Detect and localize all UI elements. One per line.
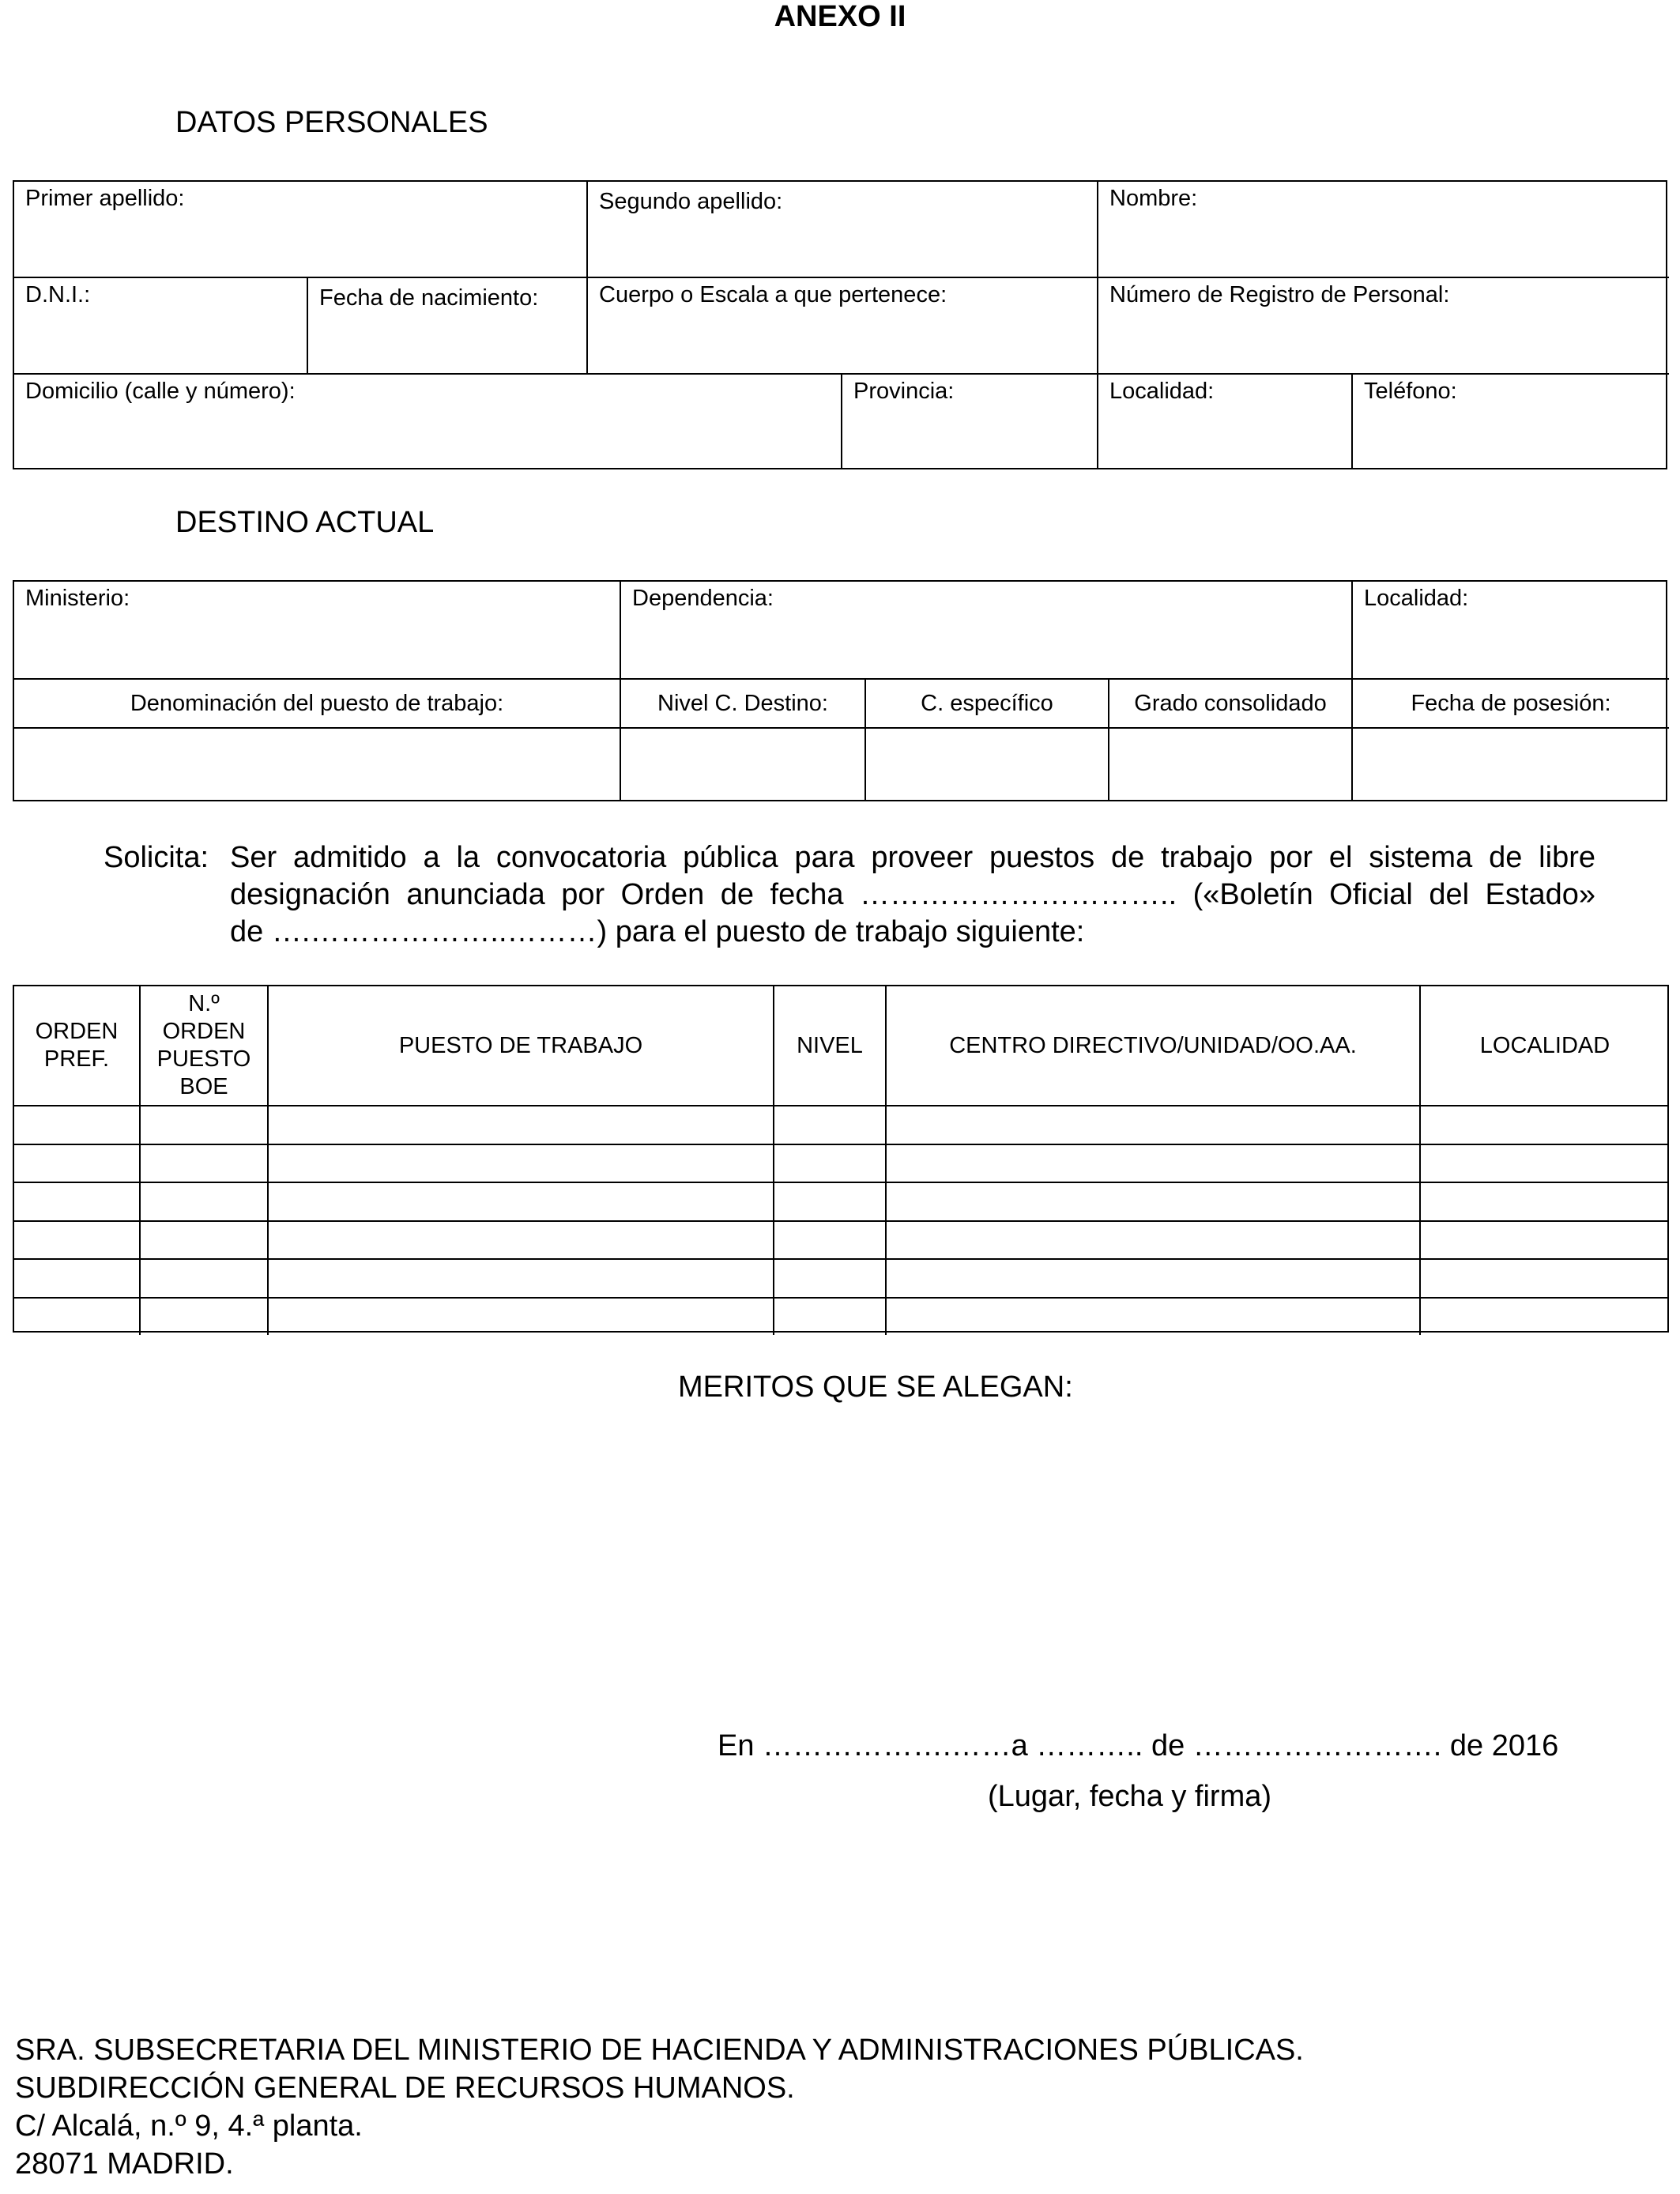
fecha-posesion-input[interactable] [1351,727,1669,801]
puesto-trabajo-header: PUESTO DE TRABAJO [267,986,773,1105]
personal-data-table [13,180,1667,469]
fecha-nacimiento-field[interactable]: Fecha de nacimiento: [307,277,586,373]
addressee-line-2: SUBDIRECCIÓN GENERAL DE RECURSOS HUMANOS. [15,2071,795,2105]
puesto-trabajo-cell[interactable] [267,1144,773,1182]
orden-boe-header: N.º ORDEN PUESTO BOE [139,986,267,1105]
primer-apellido-field[interactable]: Primer apellido: [25,186,185,211]
localidad-cell[interactable] [1419,1258,1669,1297]
domicilio-field[interactable]: Domicilio (calle y número): [14,373,841,469]
grado-header: Grado consolidado [1108,678,1351,727]
dependencia-field[interactable]: Dependencia: [620,582,1351,678]
orden-pref-cell[interactable] [14,1297,139,1336]
ministerio-field[interactable]: Ministerio: [25,586,130,611]
puesto-trabajo-cell[interactable] [267,1182,773,1220]
orden-boe-cell[interactable] [139,1105,267,1144]
grado-input[interactable] [1108,727,1351,801]
centro-directivo-cell[interactable] [885,1144,1419,1182]
puesto-trabajo-cell[interactable] [267,1105,773,1144]
orden-boe-cell[interactable] [139,1258,267,1297]
nivel-cell[interactable] [773,1297,885,1336]
puesto-trabajo-cell[interactable] [267,1297,773,1336]
nivel-cell[interactable] [773,1220,885,1259]
solicita-label: Solicita: [104,841,209,874]
nivel-cell[interactable] [773,1182,885,1220]
solicita-line-3: de ….………………..………) para el puesto de trabajo siguiente: [230,915,1085,948]
signature-line: En ……………….……a ……….. de ……………………. de 2016 [718,1729,1559,1762]
especifico-header: C. específico [864,678,1108,727]
fecha-posesion-header: Fecha de posesión: [1351,678,1669,727]
denominacion-input[interactable] [14,727,620,801]
document-title: ANEXO II [774,0,906,33]
telefono-field[interactable]: Teléfono: [1351,373,1669,469]
centro-directivo-cell[interactable] [885,1258,1419,1297]
puesto-trabajo-cell[interactable] [267,1220,773,1259]
especifico-input[interactable] [864,727,1108,801]
nivel-cell[interactable] [773,1105,885,1144]
numero-registro-field[interactable]: Número de Registro de Personal: [1097,277,1669,373]
centro-directivo-cell[interactable] [885,1297,1419,1336]
nivel-header: NIVEL [773,986,885,1105]
addressee-line-1: SRA. SUBSECRETARIA DEL MINISTERIO DE HACIENDA Y ADMINISTRACIONES PÚBLICAS. [15,2034,1304,2067]
nivel-cell[interactable] [773,1144,885,1182]
nivel-destino-input[interactable] [620,727,864,801]
orden-pref-cell[interactable] [14,1182,139,1220]
dni-field[interactable]: D.N.I.: [14,277,307,373]
localidad-field[interactable]: Localidad: [1097,373,1351,469]
centro-directivo-header: CENTRO DIRECTIVO/UNIDAD/OO.AA. [885,986,1419,1105]
nivel-cell[interactable] [773,1258,885,1297]
signature-caption: (Lugar, fecha y firma) [988,1780,1272,1813]
denominacion-header: Denominación del puesto de trabajo: [14,678,620,727]
localidad-header: LOCALIDAD [1419,986,1669,1105]
orden-pref-header: ORDEN PREF. [35,1019,119,1072]
addressee-line-3: C/ Alcalá, n.º 9, 4.ª planta. [15,2109,363,2143]
puesto-trabajo-cell[interactable] [267,1258,773,1297]
section-heading-destino: DESTINO ACTUAL [175,506,435,539]
localidad-cell[interactable] [1419,1105,1669,1144]
orden-boe-cell[interactable] [139,1144,267,1182]
destino-localidad-field[interactable]: Localidad: [1351,582,1669,678]
nivel-destino-header: Nivel C. Destino: [620,678,864,727]
orden-pref-cell[interactable] [14,1258,139,1297]
orden-pref-cell[interactable] [14,1220,139,1259]
provincia-field[interactable]: Provincia: [841,373,1097,469]
section-heading-personal: DATOS PERSONALES [175,106,488,139]
orden-boe-cell[interactable] [139,1220,267,1259]
orden-boe-cell[interactable] [139,1182,267,1220]
localidad-cell[interactable] [1419,1297,1669,1336]
centro-directivo-cell[interactable] [885,1220,1419,1259]
centro-directivo-cell[interactable] [885,1105,1419,1144]
solicita-line-2: designación anunciada por Orden de fecha ………………………….. («Boletín Oficial del Estado» [230,878,1595,911]
localidad-cell[interactable] [1419,1220,1669,1259]
cuerpo-escala-field[interactable]: Cuerpo o Escala a que pertenece: [586,277,1097,373]
destino-table [13,580,1667,801]
centro-directivo-cell[interactable] [885,1182,1419,1220]
segundo-apellido-field[interactable]: Segundo apellido: [586,182,1097,277]
orden-boe-cell[interactable] [139,1297,267,1336]
puestos-table [13,985,1669,1333]
orden-pref-cell[interactable] [14,1144,139,1182]
localidad-cell[interactable] [1419,1144,1669,1182]
nombre-field[interactable]: Nombre: [1097,182,1669,277]
localidad-cell[interactable] [1419,1182,1669,1220]
solicita-line-1: Ser admitido a la convocatoria pública para proveer puestos de trabajo por el sistema de libre [230,841,1595,874]
orden-pref-cell[interactable] [14,1105,139,1144]
meritos-heading: MERITOS QUE SE ALEGAN: [678,1370,1073,1404]
addressee-line-4: 28071 MADRID. [15,2147,234,2181]
